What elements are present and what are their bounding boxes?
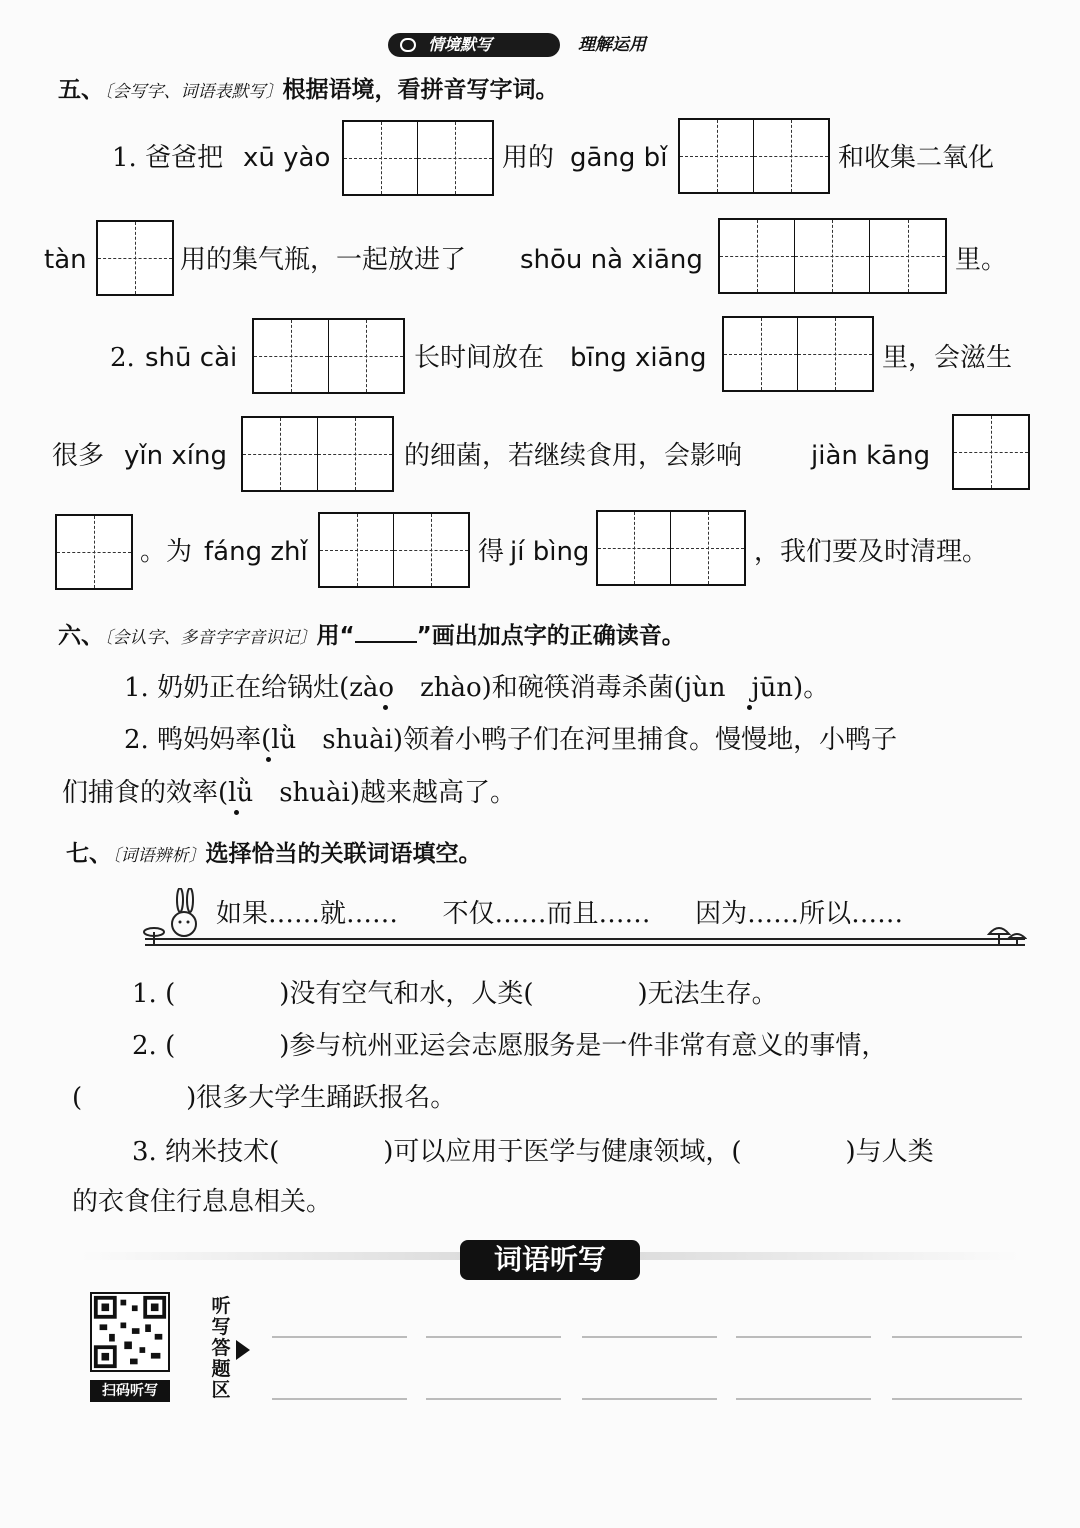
s6-q2a[interactable]: 2. 鸭妈妈率(lǜ shuài)领着小鸭子们在河里捕食。慢慢地，小鸭子 bbox=[124, 725, 898, 755]
section6-title-a: 用“ bbox=[316, 623, 355, 649]
answer-grid-fangzhi[interactable] bbox=[318, 512, 470, 588]
qr-label: 扫码听写 bbox=[90, 1380, 170, 1402]
section7-title-text: 选择恰当的关联词语填空。 bbox=[205, 841, 482, 867]
writing-line[interactable] bbox=[582, 1398, 717, 1400]
choice-item-2: 不仅……而且…… bbox=[442, 899, 651, 929]
answer-grid-gangbi[interactable] bbox=[678, 118, 830, 194]
s7-q3a[interactable]: 3. 纳米技术( )可以应用于医学与健康领域，( )与人类 bbox=[132, 1137, 934, 1167]
arrow-right-icon bbox=[236, 1340, 250, 1360]
s5-q1-e: 里。 bbox=[955, 245, 1008, 275]
answer-grid-jibing[interactable] bbox=[596, 510, 746, 586]
s5-q2-py1: shū cài bbox=[145, 343, 238, 373]
s5-q2-py2: bīng xiāng bbox=[570, 343, 707, 373]
answer-grid-tan[interactable] bbox=[96, 220, 174, 296]
section5-num: 五、 bbox=[58, 77, 104, 103]
s5-q1-py2: gāng bǐ bbox=[570, 143, 668, 173]
writing-line[interactable] bbox=[426, 1398, 561, 1400]
header-subtitle: 理解运用 bbox=[578, 35, 646, 55]
s5-q2-py6: jí bìng bbox=[510, 537, 590, 567]
s5-q1-a: 1. 爸爸把 bbox=[112, 143, 224, 173]
s7-q2b[interactable]: ( )很多大学生踊跃报名。 bbox=[72, 1083, 457, 1113]
answer-grid-shounaxiang[interactable] bbox=[718, 218, 947, 294]
s5-q2-d: 很多 bbox=[52, 441, 105, 471]
header-pill bbox=[388, 33, 560, 57]
s7-q3b: 的衣食住行息息相关。 bbox=[72, 1187, 333, 1217]
section5-tag: 〔会写字、词语表默写〕 bbox=[104, 82, 283, 102]
s5-q2-c: 里，会滋生 bbox=[882, 343, 1013, 373]
underline-sample bbox=[355, 621, 417, 643]
answer-grid-xuyao[interactable] bbox=[342, 120, 494, 196]
mushroom-icon bbox=[985, 920, 1027, 948]
s6-q2b[interactable]: 们捕食的效率(lǜ shuài)越来越高了。 bbox=[62, 778, 516, 808]
section7-tag: 〔词语辨析〕 bbox=[112, 846, 206, 866]
s5-q2-e: 的细菌，若继续食用，会影响 bbox=[404, 441, 743, 471]
emphasis-dot-lv bbox=[234, 810, 239, 815]
choice-item-3: 因为……所以…… bbox=[695, 899, 904, 929]
s5-q1-c: 和收集二氧化 bbox=[838, 143, 995, 173]
s5-q2-f: 。为 bbox=[140, 537, 193, 567]
s5-q2-py5: fáng zhǐ bbox=[204, 537, 308, 567]
dictation-area-label: 听写答题区 bbox=[211, 1295, 231, 1401]
s5-q1-b: 用的 bbox=[502, 143, 555, 173]
emphasis-dot-shuai-1 bbox=[266, 757, 271, 762]
choice-item-1: 如果……就…… bbox=[216, 899, 399, 929]
writing-line[interactable] bbox=[582, 1336, 717, 1338]
answer-grid-shucai[interactable] bbox=[252, 318, 405, 394]
dictation-bar-right bbox=[640, 1252, 1020, 1260]
s5-q1-d: 用的集气瓶，一起放进了 bbox=[180, 245, 467, 275]
answer-grid-bingxiang[interactable] bbox=[722, 316, 874, 392]
s5-q1-py4: shōu nà xiāng bbox=[520, 245, 703, 275]
choice-list bbox=[216, 896, 903, 932]
writing-line[interactable] bbox=[736, 1398, 871, 1400]
qr-code-icon[interactable] bbox=[90, 1292, 170, 1372]
s5-q1-py3: tàn bbox=[44, 245, 87, 275]
emphasis-dot-zao bbox=[383, 705, 388, 710]
section5-title-text: 根据语境，看拼音写字词。 bbox=[282, 77, 559, 103]
writing-line[interactable] bbox=[272, 1336, 407, 1338]
section6-num: 六、 bbox=[58, 623, 104, 649]
s6-q1[interactable]: 1. 奶奶正在给锅灶(zào zhào)和碗筷消毒杀菌(jùn jūn)。 bbox=[124, 673, 830, 703]
emphasis-dot-jun bbox=[747, 705, 752, 710]
answer-grid-yinxing[interactable] bbox=[241, 416, 394, 492]
choice-divider bbox=[145, 938, 1025, 946]
section7-title bbox=[66, 838, 482, 872]
header-pill-label: 情境默写 bbox=[428, 35, 493, 54]
s7-q1[interactable]: 1. ( )没有空气和水，人类( )无法生存。 bbox=[132, 979, 778, 1009]
s5-q2-h: ，我们要及时清理。 bbox=[754, 537, 989, 567]
s5-q2-g: 得 bbox=[478, 537, 505, 567]
dictation-title: 词语听写 bbox=[460, 1240, 640, 1280]
s7-q2a[interactable]: 2. ( )参与杭州亚运会志愿服务是一件非常有意义的事情， bbox=[132, 1031, 888, 1061]
s5-q1-py1: xū yào bbox=[243, 143, 331, 173]
section7-num: 七、 bbox=[66, 841, 112, 867]
s5-q2-py3: yǐn xíng bbox=[124, 441, 227, 471]
section6-title-b: ”画出加点字的正确读音。 bbox=[416, 623, 685, 649]
section6-tag: 〔会认字、多音字字音识记〕 bbox=[104, 628, 317, 648]
s5-q2-py4: jiàn kāng bbox=[811, 441, 931, 471]
writing-line[interactable] bbox=[426, 1336, 561, 1338]
answer-grid-jiankang-2[interactable] bbox=[55, 514, 133, 590]
s5-q2-b: 长时间放在 bbox=[414, 343, 545, 373]
writing-line[interactable] bbox=[272, 1398, 407, 1400]
section5-title bbox=[58, 74, 559, 108]
dictation-bar-left bbox=[80, 1252, 460, 1260]
section6-title bbox=[58, 620, 685, 654]
answer-grid-jiankang-1[interactable] bbox=[952, 414, 1030, 490]
book-icon bbox=[400, 38, 416, 52]
writing-line[interactable] bbox=[892, 1336, 1022, 1338]
writing-line[interactable] bbox=[736, 1336, 871, 1338]
s5-q2-a: 2. bbox=[110, 343, 135, 373]
writing-line[interactable] bbox=[892, 1398, 1022, 1400]
